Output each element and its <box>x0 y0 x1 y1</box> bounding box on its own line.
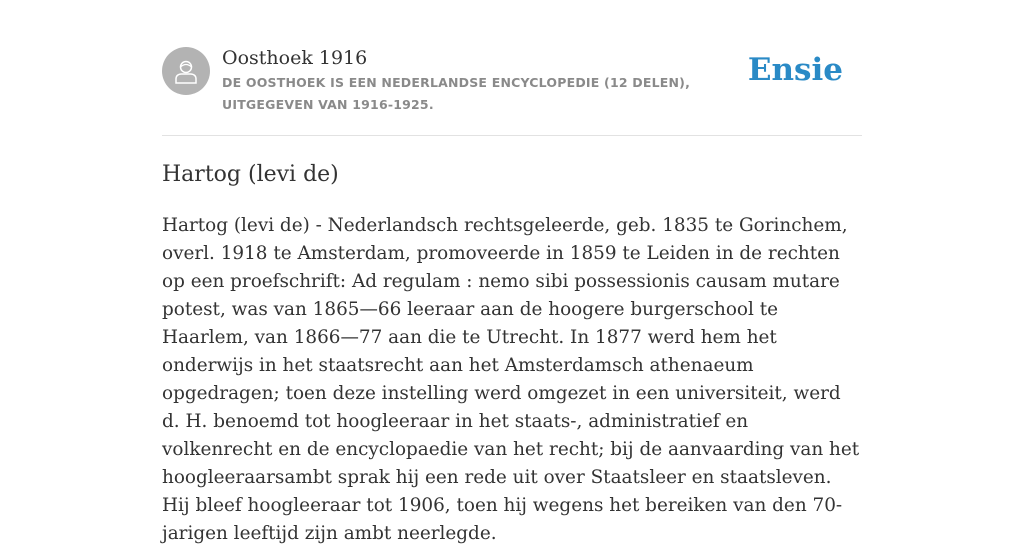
article-title: Hartog (levi de) <box>162 162 339 187</box>
user-outline-icon <box>171 56 201 86</box>
source-header <box>162 46 862 116</box>
article-body: Hartog (levi de) - Nederlandsch rechtsgeleerde, geb. 1835 te Gorinchem, overl. 1918 te Amsterdam, promoveerde in 1859 te Leiden in de rechten op een proefschrift: Ad regulam : nemo sibi possessionis causam mutare potest, was van 1865—66 leeraar aan de hoogere burgerschool te Haarlem, van 1866—77 aan die te Utrecht. In 1877 werd hem het onderwijs in het staatsrecht aan het Amsterdamsch athenaeum opgedragen; toen deze instelling werd omgezet in een universiteit, werd d. H. benoemd tot hoogleeraar in het staats-, administratief en volkenrecht en de encyclopaedie van het recht; bij de aanvaarding van het hoogleeraarsambt sprak hij een rede uit over Staatsleer en staatsleven. Hij bleef hoogleeraar tot 1906, toen hij wegens het bereiken van den 70-jarigen leeftijd zijn ambt neerlegde. <box>162 215 860 544</box>
source-description: DE OOSTHOEK IS EEN NEDERLANDSE ENCYCLOPEDIE (12 DELEN), UITGEGEVEN VAN 1916-1925. <box>222 75 691 112</box>
avatar[interactable] <box>162 47 210 95</box>
header-divider <box>162 135 862 136</box>
source-title[interactable]: Oosthoek 1916 <box>222 47 368 69</box>
ensie-logo[interactable]: Ensie <box>747 52 843 88</box>
